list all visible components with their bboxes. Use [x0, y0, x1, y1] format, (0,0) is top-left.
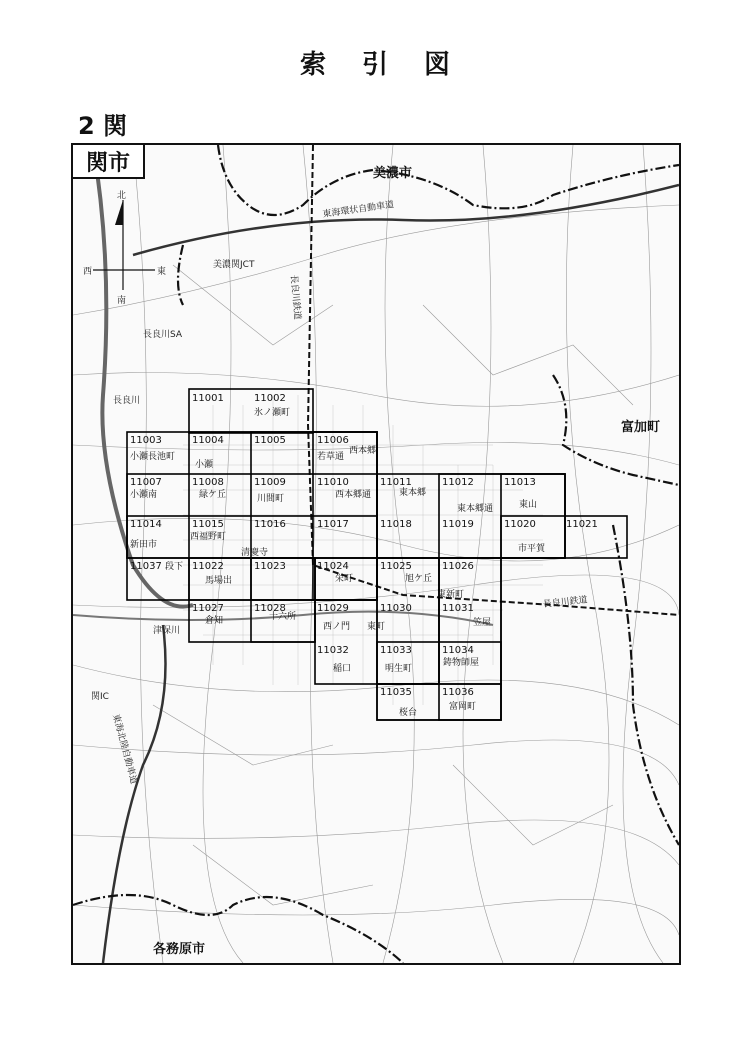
sheet-name: 新田市	[130, 540, 158, 550]
sheet-name: 小瀬長池町	[130, 452, 176, 462]
sheet-id[interactable]: 11021	[566, 519, 598, 530]
sheet-name: 東山	[519, 500, 538, 510]
city-streets	[183, 395, 543, 705]
label-railway: 長良川鉄道	[288, 274, 302, 321]
sheet-id[interactable]: 11019	[442, 519, 474, 530]
section-title: 2 関	[78, 112, 128, 140]
label-railway-east: 長良川鉄道	[542, 595, 589, 610]
sheet-name: 馬場出	[205, 576, 233, 586]
sheet-id[interactable]: 11016	[254, 519, 286, 530]
compass-north: 北	[117, 191, 127, 201]
sheet-name: 旭ケ丘	[405, 574, 433, 584]
sheet-id[interactable]: 11022	[192, 561, 224, 572]
sheet-name: 西ノ門	[323, 622, 351, 632]
sheet-name: 川間町	[257, 494, 285, 504]
sheet-name: 富岡町	[449, 702, 477, 712]
sheet-name: 稲口	[333, 664, 352, 674]
label-seki-ic: 関IC	[91, 692, 109, 702]
sheet-name: 十六所	[269, 612, 297, 622]
sheet-name: 西福野町	[190, 532, 227, 542]
sheet-name: 小瀬南	[130, 490, 158, 500]
sheet-id[interactable]: 11032	[317, 645, 349, 656]
sheet-name: 小瀬	[195, 460, 214, 470]
sheet-name: 明生町	[385, 664, 413, 674]
sheet-name: 東本郷	[399, 488, 427, 498]
label-mino-seki-jct: 美濃関JCT	[213, 260, 255, 270]
page-title-char-2: 引	[361, 50, 388, 80]
sheet-id[interactable]: 11002	[254, 393, 286, 404]
sheet-name: 東新町	[437, 590, 465, 600]
map-svg	[73, 145, 679, 963]
sheet-id[interactable]: 11007	[130, 477, 162, 488]
label-nagara-river: 長良川	[113, 396, 141, 406]
label-tsubo-river: 津保川	[153, 626, 181, 636]
sheet-name: 東本郷通	[457, 504, 494, 514]
sheet-name: 倉知	[205, 616, 224, 626]
sheet-id[interactable]: 11018	[380, 519, 412, 530]
sheet-id[interactable]: 11023	[254, 561, 286, 572]
sheet-id[interactable]: 11008	[192, 477, 224, 488]
page-title	[0, 44, 750, 81]
sheet-name: 西本郷通	[335, 490, 372, 500]
sheet-id[interactable]: 11024	[317, 561, 349, 572]
page-title-char-1: 索	[299, 50, 326, 80]
sheet-name: 市平賀	[518, 544, 546, 554]
sheet-id[interactable]: 11010	[317, 477, 349, 488]
neighbor-kakamigahara: 各務原市	[153, 942, 206, 957]
sheet-id[interactable]: 11012	[442, 477, 474, 488]
sheet-id[interactable]: 11031	[442, 603, 474, 614]
sheet-name: 西本郷	[349, 446, 377, 456]
sheet-id[interactable]: 11028	[254, 603, 286, 614]
sheet-id[interactable]: 11033	[380, 645, 412, 656]
tokai-kanjo-expressway	[133, 185, 679, 255]
sheet-id[interactable]: 11004	[192, 435, 224, 446]
nagaragawa-railway	[308, 145, 679, 615]
sheet-id[interactable]: 11011	[380, 477, 412, 488]
sheet-id[interactable]: 11026	[442, 561, 474, 572]
page-title-char-3: 図	[424, 50, 451, 80]
compass-east: 東	[157, 267, 167, 277]
sheet-name: 栄町	[335, 574, 354, 584]
sheet-name: 若草通	[317, 452, 345, 462]
sheet-id[interactable]: 11030	[380, 603, 412, 614]
sheet-id[interactable]: 11037	[130, 561, 162, 572]
label-expressway-top: 東海環状自動車道	[322, 200, 395, 220]
sheet-id[interactable]: 11034	[442, 645, 474, 656]
compass-south: 南	[117, 296, 127, 306]
sheet-id[interactable]: 11001	[192, 393, 224, 404]
compass-west: 西	[83, 267, 93, 277]
city-name-box: 関市	[71, 143, 145, 179]
sheet-name: 緑ケ丘	[199, 490, 227, 500]
sheet-name: 桜台	[399, 708, 418, 718]
sheet-labels	[130, 393, 598, 718]
sheet-id[interactable]: 11005	[254, 435, 286, 446]
sheet-id[interactable]: 11003	[130, 435, 162, 446]
sheet-id[interactable]: 11015	[192, 519, 224, 530]
label-nagaragawa-sa: 長良川SA	[143, 330, 183, 340]
sheet-name: 鋳物師屋	[443, 658, 480, 668]
sheet-name: 東町	[367, 622, 386, 632]
sheet-id[interactable]: 11006	[317, 435, 349, 446]
index-map	[71, 143, 681, 965]
neighbor-tomika: 富加町	[621, 420, 661, 435]
sheet-name: 氷ノ瀬町	[254, 408, 291, 418]
compass	[83, 189, 166, 306]
sheet-id[interactable]: 11025	[380, 561, 412, 572]
sheet-id[interactable]: 11027	[192, 603, 224, 614]
sheet-id[interactable]: 11035	[380, 687, 412, 698]
sheet-id[interactable]: 11009	[254, 477, 286, 488]
sheet-id[interactable]: 11013	[504, 477, 536, 488]
label-expressway-left: 東海北陸自動車道	[110, 713, 139, 786]
sheet-id[interactable]: 11036	[442, 687, 474, 698]
sheet-name: 笠屋	[473, 618, 492, 628]
nagara-river	[93, 145, 193, 607]
sheet-id[interactable]: 11020	[504, 519, 536, 530]
sheet-name: 清慶寺	[241, 548, 269, 558]
sheet-id[interactable]: 11014	[130, 519, 162, 530]
sheet-id[interactable]: 11029	[317, 603, 349, 614]
sheet-id[interactable]: 11017	[317, 519, 349, 530]
tokai-hokuriku-expressway	[103, 625, 166, 963]
neighbor-mino: 美濃市	[373, 166, 413, 181]
sheet-name: 段下	[165, 562, 184, 572]
